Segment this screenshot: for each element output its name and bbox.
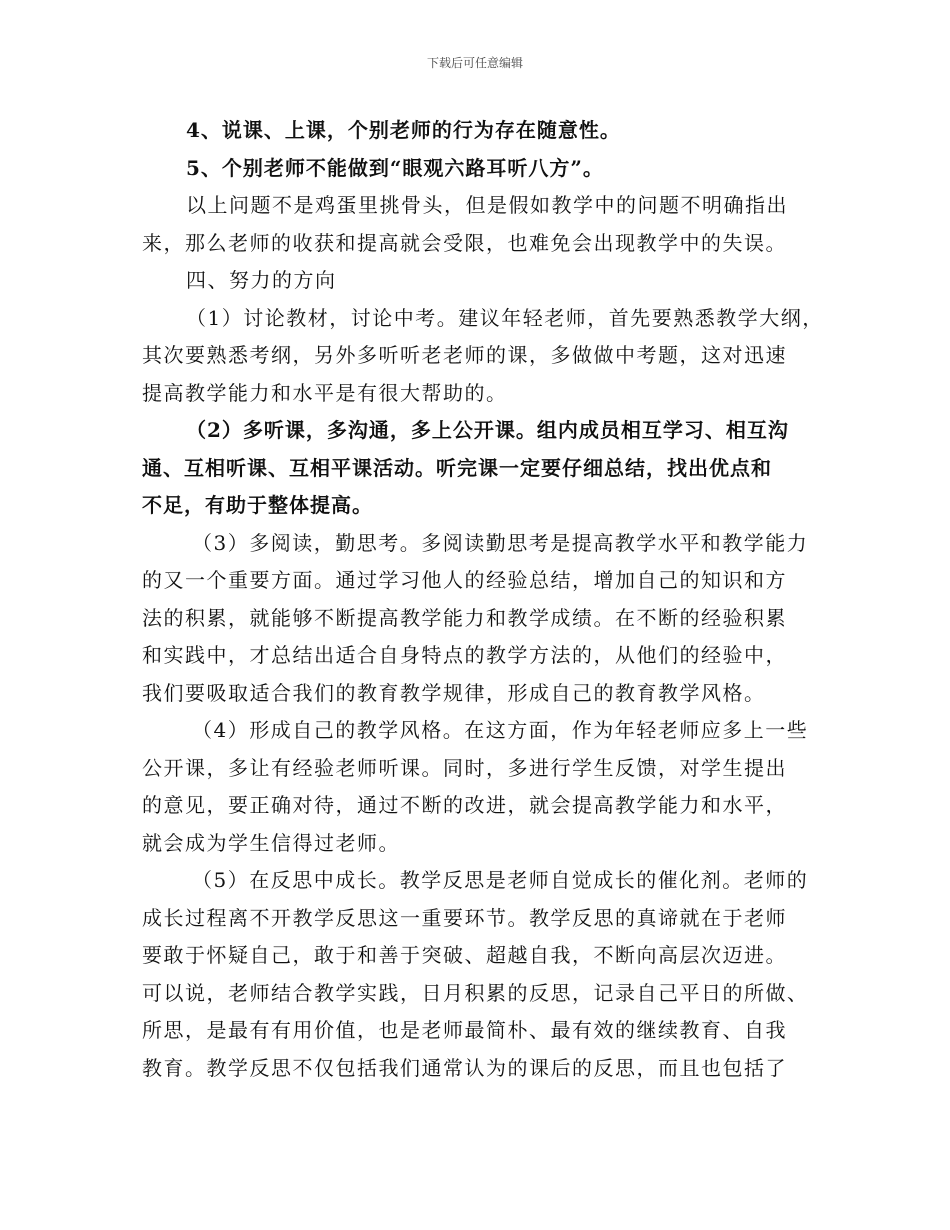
text-line: 以上问题不是鸡蛋里挑骨头，但是假如教学中的问题不明确指出	[186, 193, 788, 217]
text-line: 要敢于怀疑自己，敢于和善于突破、超越自我，不断向高层次迈进。	[142, 943, 787, 967]
text-line: 和实践中，才总结出适合自身特点的教学方法的，从他们的经验中，	[142, 643, 787, 667]
text-line: 教育。教学反思不仅包括我们通常认为的课后的反思，而且也包括了	[142, 1055, 787, 1080]
text-line: 所思，是最有有用价值，也是老师最简朴、最有效的继续教育、自我	[142, 1018, 787, 1042]
document-body	[142, 112, 822, 1087]
page-header: 下载后可任意编辑	[426, 56, 523, 70]
text-line: 就会成为学生信得过老师。	[142, 830, 400, 855]
text-line: 的意见，要正确对待，通过不断的改进，就会提高教学能力和水平，	[142, 793, 787, 817]
text-line: （5）在反思中成长。教学反思是老师自觉成长的催化剂。老师的	[192, 868, 809, 892]
text-line: 提高教学能力和水平是有很大帮助的。	[142, 380, 508, 405]
text-line: 不足，有助于整体提高。	[142, 493, 373, 517]
text-line: （4）形成自己的教学风格。在这方面，作为年轻老师应多上一些	[192, 718, 809, 742]
text-line: 公开课，多让有经验老师听课。同时，多进行学生反馈，对学生提出	[142, 755, 787, 780]
text-line: 4、说课、上课，个别老师的行为存在随意性。	[186, 118, 621, 142]
text-line: 法的积累，就能够不断提高教学能力和教学成绩。在不断的经验积累	[142, 605, 787, 630]
text-line: 其次要熟悉考纲，另外多听听老老师的课，多做做中考题，这对迅速	[142, 343, 787, 367]
text-line: 可以说，老师结合教学实践，日月积累的反思，记录自己平日的所做、	[142, 980, 809, 1005]
text-line: 成长过程离不开教学反思这一重要环节。教学反思的真谛就在于老师	[142, 905, 787, 930]
text-line: （3）多阅读，勤思考。多阅读勤思考是提高教学水平和教学能力	[192, 530, 809, 555]
text-line: （1）讨论教材，讨论中考。建议年轻老师，首先要熟悉教学大纲，	[186, 305, 824, 330]
text-line: 四、努力的方向	[186, 268, 337, 292]
text-line: 5、个别老师不能做到“眼观六路耳听八方”。	[186, 155, 604, 180]
text-line: 通、互相听课、互相平课活动。听完课一定要仔细总结，找出优点和	[142, 455, 772, 480]
text-line: 来，那么老师的收获和提高就会受限，也难免会出现教学中的失误。	[142, 230, 787, 255]
text-line: （2）多听课，多沟通，多上公开课。组内成员相互学习、相互沟	[186, 418, 789, 442]
text-line: 的又一个重要方面。通过学习他人的经验总结，增加自己的知识和方	[142, 568, 787, 592]
text-line: 我们要吸取适合我们的教育教学规律，形成自己的教育教学风格。	[142, 680, 766, 705]
